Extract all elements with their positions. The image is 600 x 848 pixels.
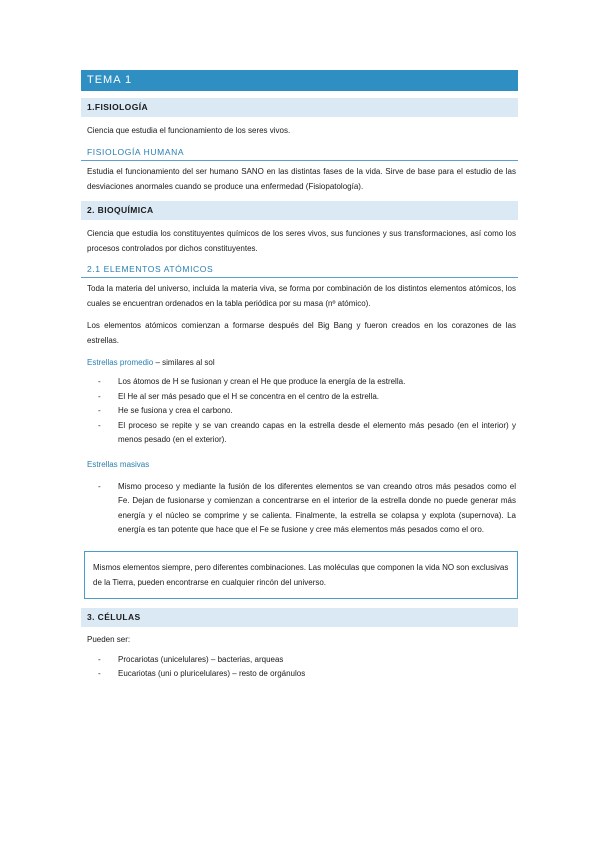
label-separator: – — [153, 358, 163, 367]
paragraph: Los elementos atómicos comienzan a formarse después del Big Bang y fueron creados en los corazones de las estrellas. — [87, 321, 516, 345]
estrellas-promedio-list — [81, 375, 518, 448]
estrellas-masivas-list — [81, 480, 518, 538]
list-item: - El He al ser más pesado que el H se concentra en el centro de la estrella. — [98, 391, 380, 401]
list-item: - Eucariotas (uni o pluricelulares) – resto de orgánulos — [98, 669, 306, 678]
section-heading-celulas: 3. CÉLULAS — [81, 608, 518, 627]
paragraph: Ciencia que estudia el funcionamiento de los seres vivos. — [87, 126, 291, 135]
paragraph: Ciencia que estudia los constituyentes químicos de los seres vivos, sus funciones y sus transformaciones, así como los procesos controlados por dichos constituyentes. — [87, 229, 516, 253]
list-item: - Procariotas (unicelulares) – bacterias, arqueas — [98, 654, 284, 664]
celulas-list — [81, 653, 518, 682]
section-heading-fisiologia: 1.FISIOLOGÍA — [81, 98, 518, 117]
topic-title-bar: TEMA 1 — [81, 70, 518, 91]
callout-box: Mismos elementos siempre, pero diferentes combinaciones. Las moléculas que componen la vida NO son exclusivas de la Tierra, pueden encontrarse en cualquier rincón del universo. — [84, 551, 518, 599]
list-item: - El proceso se repite y se van creando capas en la estrella desde el elemento más pesado (en el interior) y menos pesado (en el exterior). — [98, 420, 516, 444]
label-estrellas-promedio-title: Estrellas promedio — [87, 358, 154, 367]
section-heading-bioquimica: 2. BIOQUÍMICA — [81, 201, 518, 220]
paragraph: Pueden ser: — [87, 634, 131, 644]
subsection-heading-fisiologia-humana: FISIOLOGÍA HUMANA — [81, 146, 518, 161]
paragraph: Toda la materia del universo, incluida la materia viva, se forma por combinación de los distintos elementos atómicos, los cuales se encuentran ordenados en la tabla periódica por su masa (nº atómico). — [87, 284, 516, 308]
label-estrellas-promedio-desc: similares al sol — [162, 358, 215, 367]
paragraph: Estudia el funcionamiento del ser humano SANO en las distintas fases de la vida. Sirve de base para el estudio de las desviaciones anormales cuando se produce una enfermedad (Fisiopatología). — [87, 167, 516, 191]
list-item: - He se fusiona y crea el carbono. — [98, 406, 233, 415]
label-estrellas-promedio — [81, 355, 518, 370]
list-item: - Mismo proceso y mediante la fusión de los diferentes elementos se van creando otros más pesados como el Fe. Dejan de fusionarse y comienzan a concentrarse en el interior de la estrella donde no puede generar más energía y el núcleo se comprime y se calienta. Finalmente, la estrella se colapsa y explota (supernova). La energía es tan potente que hace que el Fe se fusione y cree más elementos más pesados como el oro. — [98, 481, 516, 534]
list-item: - Los átomos de H se fusionan y crean el He que produce la energía de la estrella. — [98, 377, 406, 386]
label-estrellas-masivas: Estrellas masivas — [87, 459, 150, 469]
subsection-heading-elementos-atomicos: 2.1 ELEMENTOS ATÓMICOS — [81, 263, 518, 278]
document-page — [81, 70, 518, 682]
